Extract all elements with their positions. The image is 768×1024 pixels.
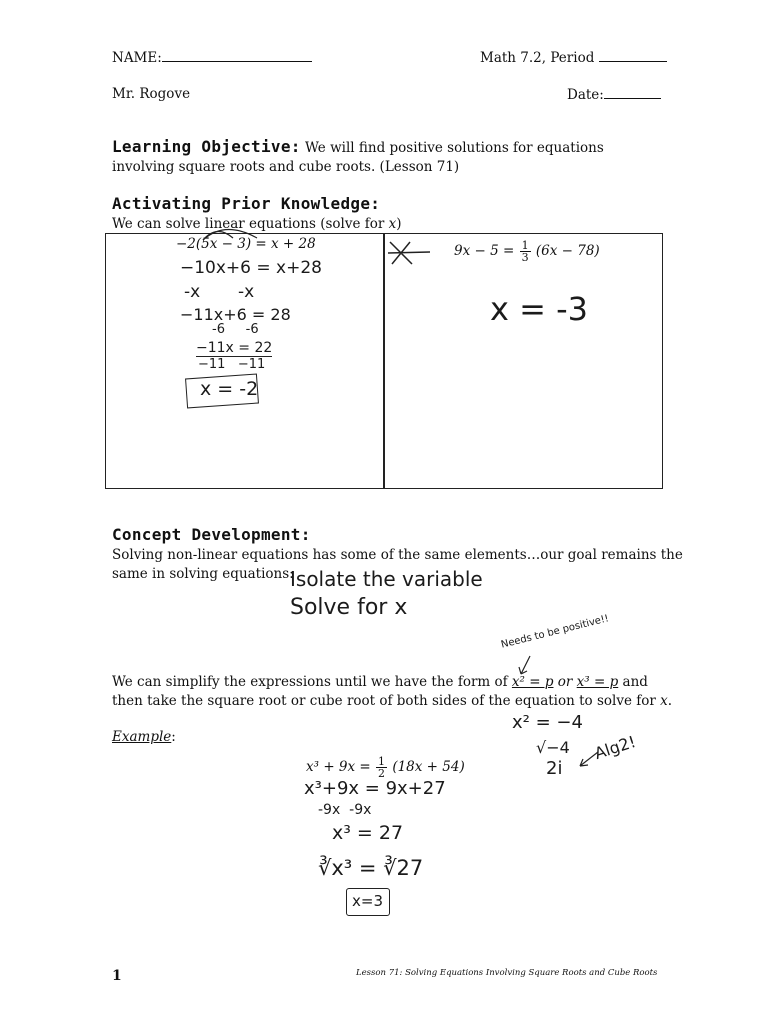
date-field[interactable] bbox=[567, 85, 661, 104]
cross-out-mark bbox=[386, 238, 432, 268]
simplify-line2-prefix: then take the square root or cube root of both sides of the equation to solve for bbox=[112, 693, 661, 709]
example-colon: : bbox=[171, 729, 176, 745]
right-problem-right: (6x − 78) bbox=[535, 243, 600, 259]
lesson-title-footer: Lesson 71: Solving Equations Involving Square Roots and Cube Roots bbox=[356, 968, 658, 978]
distribute-arrows bbox=[195, 226, 265, 244]
simplify-eq1: x² = p bbox=[511, 674, 554, 690]
left-work-line-3: −11x+6 = 28 bbox=[180, 305, 291, 324]
example-problem bbox=[306, 756, 465, 779]
objective-heading: Learning Objective: bbox=[112, 137, 301, 156]
date-blank[interactable] bbox=[604, 85, 661, 99]
simplify-and: and bbox=[622, 674, 648, 690]
name-blank[interactable] bbox=[162, 48, 312, 62]
left-work-line-5: −11x = 22 bbox=[196, 340, 273, 356]
side-note-1: x² = −4 bbox=[512, 712, 583, 733]
simplify-line2-var: x bbox=[660, 693, 668, 709]
left-answer: x = -2 bbox=[200, 378, 259, 400]
concept-line2: same in solving equations: bbox=[112, 566, 294, 582]
left-work-line-6: −11 −11 bbox=[198, 357, 266, 372]
example-frac-den: 2 bbox=[378, 767, 386, 780]
right-frac-num: 1 bbox=[521, 239, 529, 252]
concept-line1: Solving non-linear equations has some of the same elements…our goal remains the bbox=[112, 547, 683, 563]
simplify-prefix: We can simplify the expressions until we have the form of bbox=[112, 674, 508, 690]
hand-note-isolate: Isolate the variable bbox=[290, 567, 483, 591]
period-field[interactable] bbox=[480, 48, 667, 67]
date-label: Date: bbox=[567, 87, 604, 103]
right-problem bbox=[454, 240, 600, 263]
simplify-line2 bbox=[112, 692, 672, 710]
example-work-4: ∛x³ = ∛27 bbox=[318, 856, 424, 880]
teacher-name: Mr. Rogove bbox=[112, 86, 191, 102]
example-problem-right: (18x + 54) bbox=[392, 759, 465, 775]
hand-note-solve: Solve for x bbox=[290, 595, 408, 620]
page-number: 1 bbox=[112, 968, 122, 984]
side-note-4: Alg2! bbox=[592, 731, 639, 764]
objective-text-2: involving square roots and cube roots. (Lesson 71) bbox=[112, 159, 460, 175]
class-label: Math 7.2, Period bbox=[480, 50, 595, 66]
intro-var: x bbox=[388, 216, 397, 232]
example-work-2: -9x -9x bbox=[318, 802, 372, 818]
intro-suffix: ) bbox=[396, 216, 402, 232]
intro-prefix: We can solve linear equations (solve for bbox=[112, 216, 389, 232]
example-fraction bbox=[376, 756, 387, 779]
simplify-eq2: x³ = p bbox=[576, 674, 619, 690]
hand-note-positive: Needs to be positive!! bbox=[500, 613, 611, 651]
name-label: NAME: bbox=[112, 50, 162, 66]
side-note-2: √−4 bbox=[536, 738, 570, 757]
right-frac-den: 3 bbox=[521, 251, 529, 264]
name-field[interactable] bbox=[112, 48, 312, 67]
period-blank[interactable] bbox=[599, 48, 667, 62]
objective-line1 bbox=[112, 138, 604, 157]
example-work-1: x³+9x = 9x+27 bbox=[304, 778, 446, 799]
objective-text-1: We will find positive solutions for equations bbox=[305, 140, 604, 156]
simplify-line1 bbox=[112, 673, 648, 691]
simplify-or: or bbox=[557, 674, 573, 690]
concept-heading: Concept Development: bbox=[112, 525, 311, 544]
side-note-arrow bbox=[576, 748, 602, 772]
left-work-line-4: -6 -6 bbox=[212, 322, 259, 337]
right-answer: x = -3 bbox=[490, 290, 588, 328]
example-label-wrap bbox=[112, 728, 176, 746]
right-work-box[interactable] bbox=[383, 233, 663, 489]
example-frac-num: 1 bbox=[378, 755, 386, 768]
example-answer: x=3 bbox=[352, 892, 383, 910]
left-work-line-1: −10x+6 = x+28 bbox=[180, 258, 322, 278]
example-problem-left: x³ + 9x = bbox=[306, 759, 371, 775]
right-problem-left: 9x − 5 = bbox=[454, 243, 515, 259]
side-note-3: 2i bbox=[546, 758, 563, 779]
right-problem-fraction bbox=[520, 240, 531, 263]
simplify-line2-suffix: . bbox=[667, 693, 673, 709]
left-problem: −2(5x − 3) = x + 28 bbox=[176, 236, 316, 252]
prior-knowledge-heading: Activating Prior Knowledge: bbox=[112, 194, 381, 213]
left-work-line-2: -x -x bbox=[184, 282, 255, 302]
example-work-3: x³ = 27 bbox=[332, 822, 404, 844]
example-label: Example bbox=[112, 729, 172, 745]
